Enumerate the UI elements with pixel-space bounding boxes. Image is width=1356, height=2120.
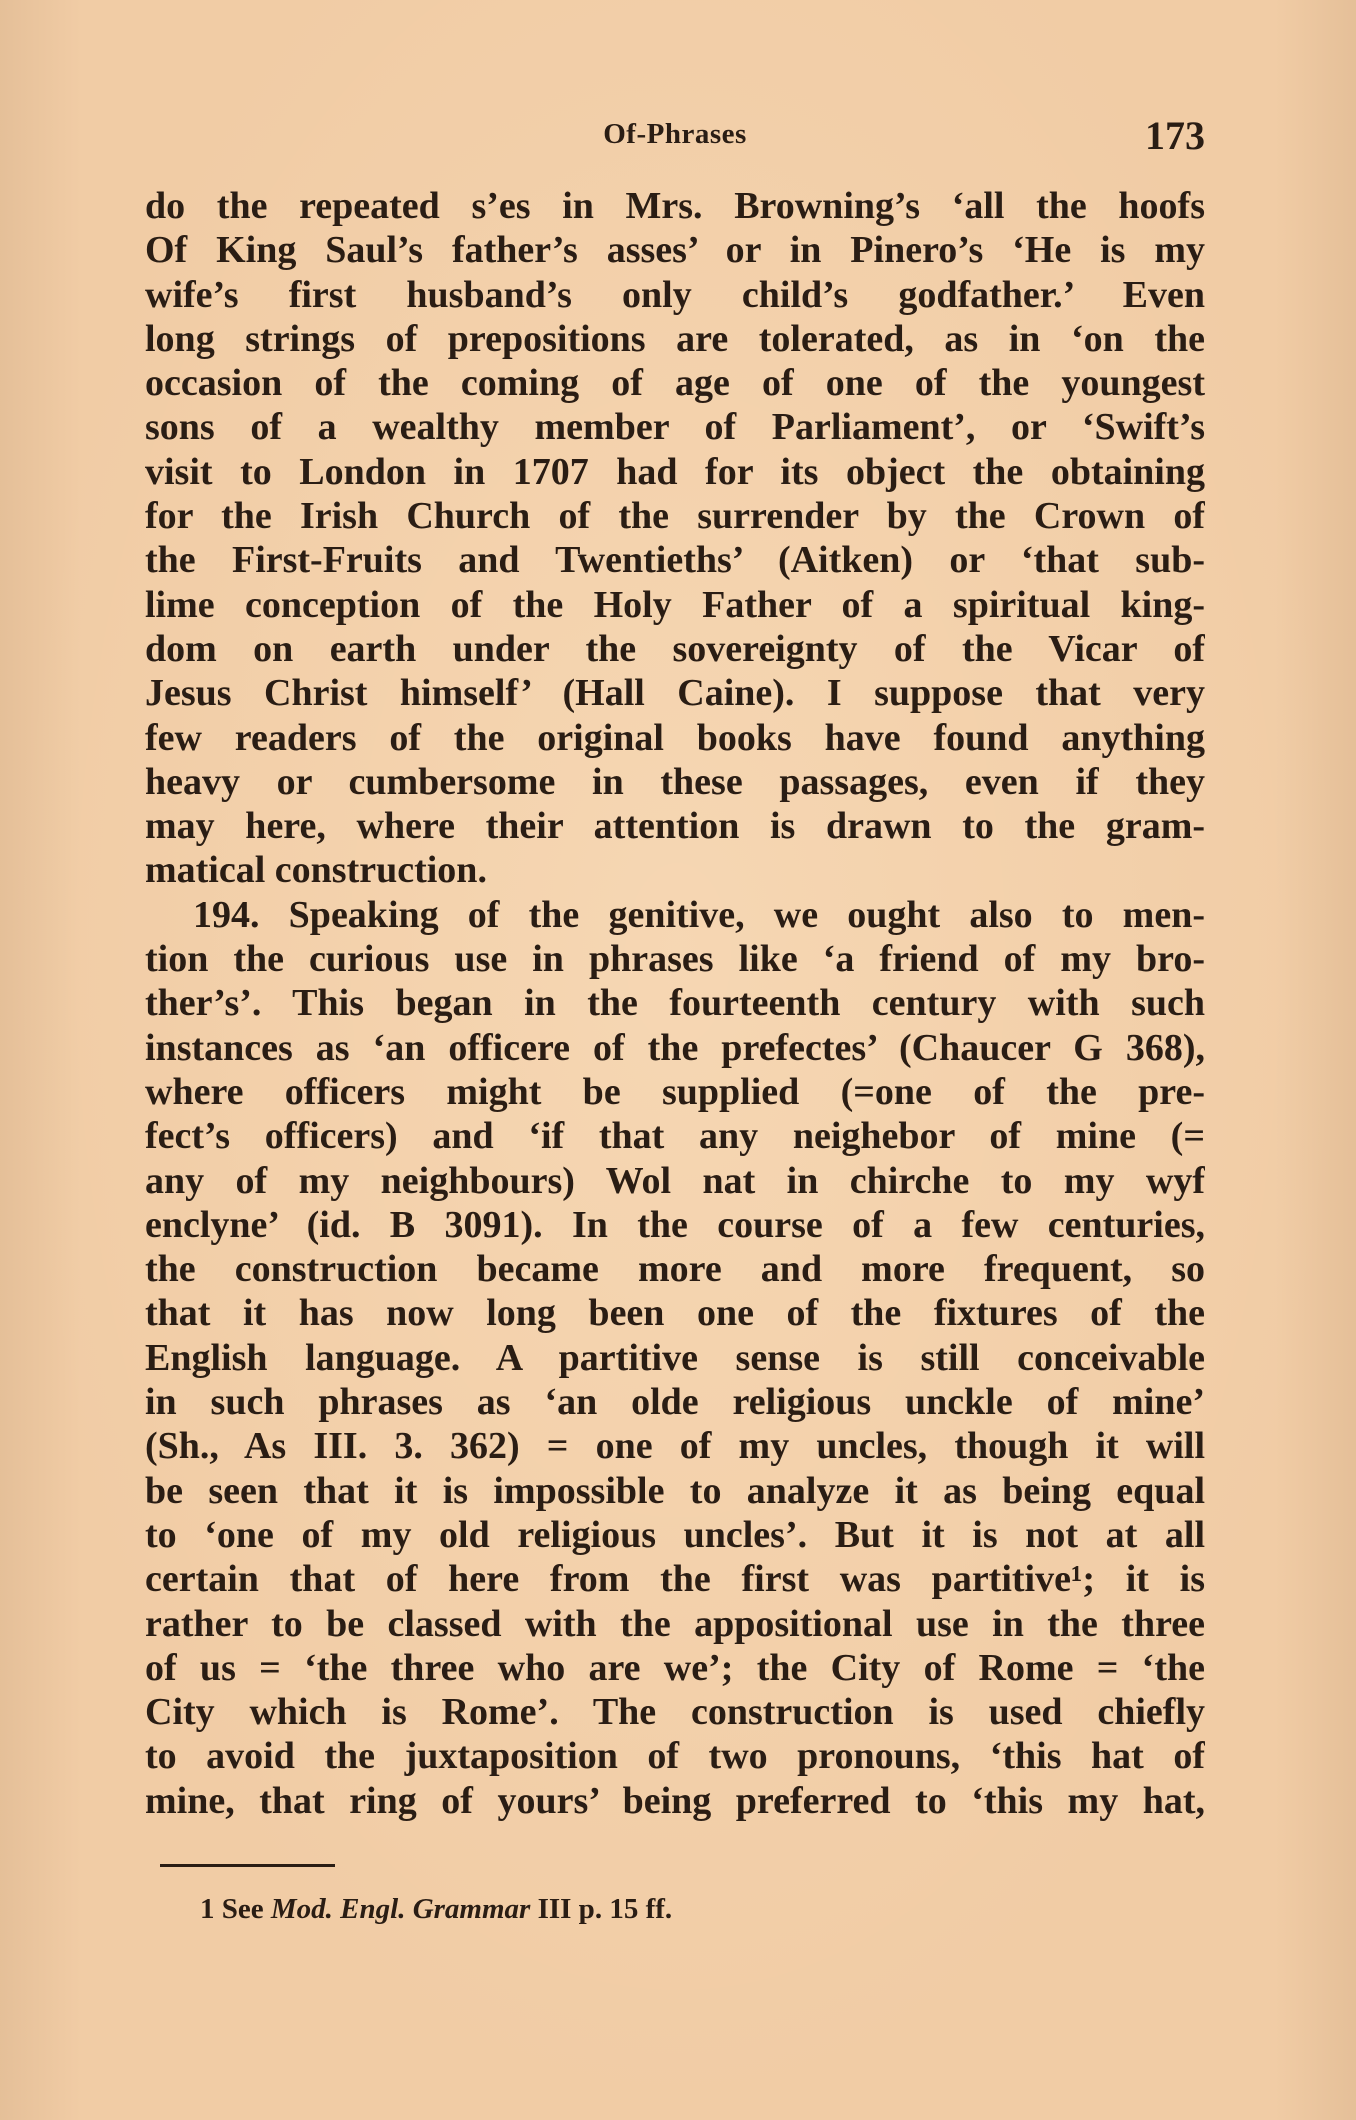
text-line: few readers of the original books have found anything <box>145 716 1205 759</box>
text-line: instances as ‘an officere of the prefectes’ (Chaucer G 368), <box>145 1026 1205 1069</box>
text-line: Jesus Christ himself’ (Hall Caine). I suppose that very <box>145 672 1205 715</box>
text-line: tion the curious use in phrases like ‘a friend of my bro- <box>145 938 1205 981</box>
section-194-first-line: 194. Speaking of the genitive, we ought also to men- <box>193 893 1205 936</box>
running-title: Of-Phrases <box>603 118 747 150</box>
text-line: that it has now long been one of the fixtures of the <box>145 1292 1205 1335</box>
text-line: ther’s’. This began in the fourteenth century with such <box>145 982 1205 1025</box>
footnote-text-after: III p. 15 ff. <box>537 1893 673 1925</box>
footnote <box>200 1893 672 1926</box>
text-line: wife’s first husband’s only child’s godfather.’ Even <box>145 273 1205 316</box>
text-line: fect’s officers) and ‘if that any neighebor of mine (= <box>145 1115 1205 1158</box>
footnote-cited-title: Mod. Engl. Grammar <box>270 1893 531 1925</box>
text-line: the First-Fruits and Twentieths’ (Aitken) or ‘that sub- <box>145 539 1205 582</box>
footnote-marker: 1 <box>200 1893 215 1925</box>
text-line: any of my neighbours) Wol nat in chirche to my wyf <box>145 1159 1205 1202</box>
footnote-rule <box>160 1864 335 1867</box>
text-line: occasion of the coming of age of one of the youngest <box>145 362 1205 405</box>
text-line: to avoid the juxtaposition of two pronouns, ‘this hat of <box>145 1735 1205 1778</box>
footnote-text-before: See <box>221 1893 264 1925</box>
text-line: for the Irish Church of the surrender by the Crown of <box>145 495 1205 538</box>
text-line: to ‘one of my old religious uncles’. But it is not at all <box>145 1513 1205 1556</box>
text-line: visit to London in 1707 had for its object the obtaining <box>145 450 1205 493</box>
text-line: mine, that ring of yours’ being preferred to ‘this my hat, <box>145 1779 1205 1822</box>
text-line: (Sh., As III. 3. 362) = one of my uncles, though it will <box>145 1425 1205 1468</box>
text-line: of us = ‘the three who are we’; the City of Rome = ‘the <box>145 1646 1205 1689</box>
text-line: matical construction. <box>145 849 487 892</box>
text-line: the construction became more and more frequent, so <box>145 1248 1205 1291</box>
text-line: Of King Saul’s father’s asses’ or in Pinero’s ‘He is my <box>145 229 1205 272</box>
text-line: City which is Rome’. The construction is used chiefly <box>145 1691 1205 1734</box>
text-line: lime conception of the Holy Father of a spiritual king- <box>145 583 1205 626</box>
body-text <box>145 184 1205 1823</box>
text-line: rather to be classed with the appositional use in the three <box>145 1602 1205 1645</box>
text-line: may here, where their attention is drawn to the gram- <box>145 805 1205 848</box>
text-line: dom on earth under the sovereignty of the Vicar of <box>145 627 1205 670</box>
text-line: certain that of here from the first was partitive¹; it is <box>145 1558 1205 1601</box>
text-line: sons of a wealthy member of Parliament’, or ‘Swift’s <box>145 406 1205 449</box>
text-line: where officers might be supplied (=one of the pre- <box>145 1070 1205 1113</box>
text-line: do the repeated s’es in Mrs. Browning’s ‘all the hoofs <box>145 185 1205 227</box>
text-line: enclyne’ (id. B 3091). In the course of a few centuries, <box>145 1203 1205 1246</box>
text-line: long strings of prepositions are tolerated, as in ‘on the <box>145 317 1205 360</box>
text-line: in such phrases as ‘an olde religious unckle of mine’ <box>145 1381 1205 1424</box>
text-line: be seen that it is impossible to analyze it as being equal <box>145 1469 1205 1512</box>
text-line: English language. A partitive sense is still conceivable <box>145 1336 1205 1379</box>
text-line: heavy or cumbersome in these passages, even if they <box>145 760 1205 803</box>
page-number: 173 <box>1145 113 1205 158</box>
running-head <box>145 112 1205 162</box>
